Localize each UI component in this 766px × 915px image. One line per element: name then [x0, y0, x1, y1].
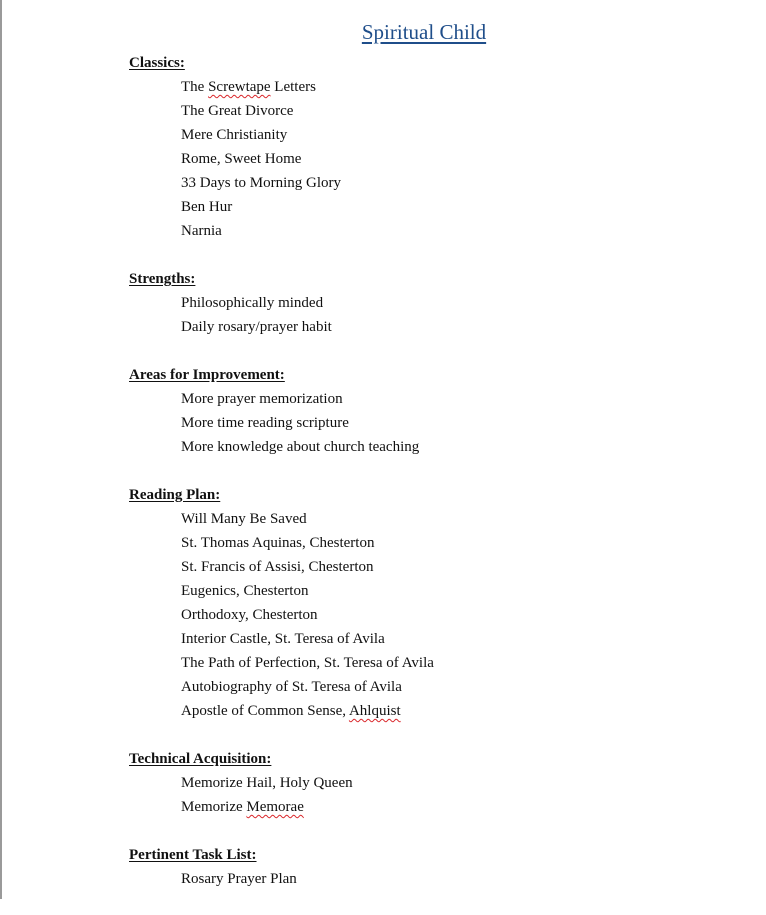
- list-item: Mere Christianity: [181, 127, 288, 143]
- list-item: More prayer memorization: [181, 391, 343, 407]
- section-areas-for-improvement: [129, 363, 749, 459]
- list-item: 33 Days to Morning Glory: [181, 175, 341, 191]
- spellcheck-flagged-word: Ahlquist: [348, 703, 401, 719]
- list-item-text: Letters: [274, 79, 316, 95]
- list-item: Autobiography of St. Teresa of Avila: [181, 679, 402, 695]
- section-heading-classics: Classics:: [129, 55, 185, 71]
- list-item: Narnia: [181, 223, 222, 239]
- list-item-text: Apostle of Common Sense,: [181, 703, 346, 719]
- list-item: [129, 699, 749, 723]
- list-item: [129, 795, 749, 819]
- section-heading-pertinent-task-list: Pertinent Task List:: [129, 847, 257, 863]
- list-item: Will Many Be Saved: [181, 511, 307, 527]
- list-item: Ben Hur: [181, 199, 233, 215]
- section-heading-reading-plan: Reading Plan:: [129, 487, 221, 503]
- list-item: Rosary Prayer Plan: [181, 871, 297, 887]
- section-pertinent-task-list: [129, 843, 749, 891]
- list-item: More knowledge about church teaching: [181, 439, 420, 455]
- document-title: Spiritual Child: [361, 20, 487, 44]
- list-item-text: The: [181, 79, 205, 95]
- section-technical-acquisition: [129, 747, 749, 819]
- document-body: [129, 51, 749, 915]
- list-item: More time reading scripture: [181, 415, 349, 431]
- list-item: Interior Castle, St. Teresa of Avila: [181, 631, 385, 647]
- section-strengths: [129, 267, 749, 339]
- section-heading-areas-for-improvement: Areas for Improvement:: [129, 367, 285, 383]
- list-item: Memorize Hail, Holy Queen: [181, 775, 353, 791]
- list-item: Daily rosary/prayer habit: [181, 319, 332, 335]
- list-item: [129, 75, 749, 99]
- list-item: Rome, Sweet Home: [181, 151, 302, 167]
- list-item: The Great Divorce: [181, 103, 294, 119]
- section-classics: [129, 51, 749, 243]
- list-item: The Path of Perfection, St. Teresa of Avila: [181, 655, 434, 671]
- list-item: St. Francis of Assisi, Chesterton: [181, 559, 374, 575]
- list-item: Eugenics, Chesterton: [181, 583, 309, 599]
- section-reading-plan: [129, 483, 749, 723]
- section-heading-strengths: Strengths:: [129, 271, 196, 287]
- spellcheck-flagged-word: Screwtape: [208, 79, 271, 95]
- list-item: Philosophically minded: [181, 295, 324, 311]
- list-item: St. Thomas Aquinas, Chesterton: [181, 535, 375, 551]
- section-heading-technical-acquisition: Technical Acquisition:: [129, 751, 272, 767]
- list-item: Orthodoxy, Chesterton: [181, 607, 318, 623]
- spellcheck-flagged-word: Memorae: [246, 799, 304, 815]
- list-item-text: Memorize: [181, 799, 243, 815]
